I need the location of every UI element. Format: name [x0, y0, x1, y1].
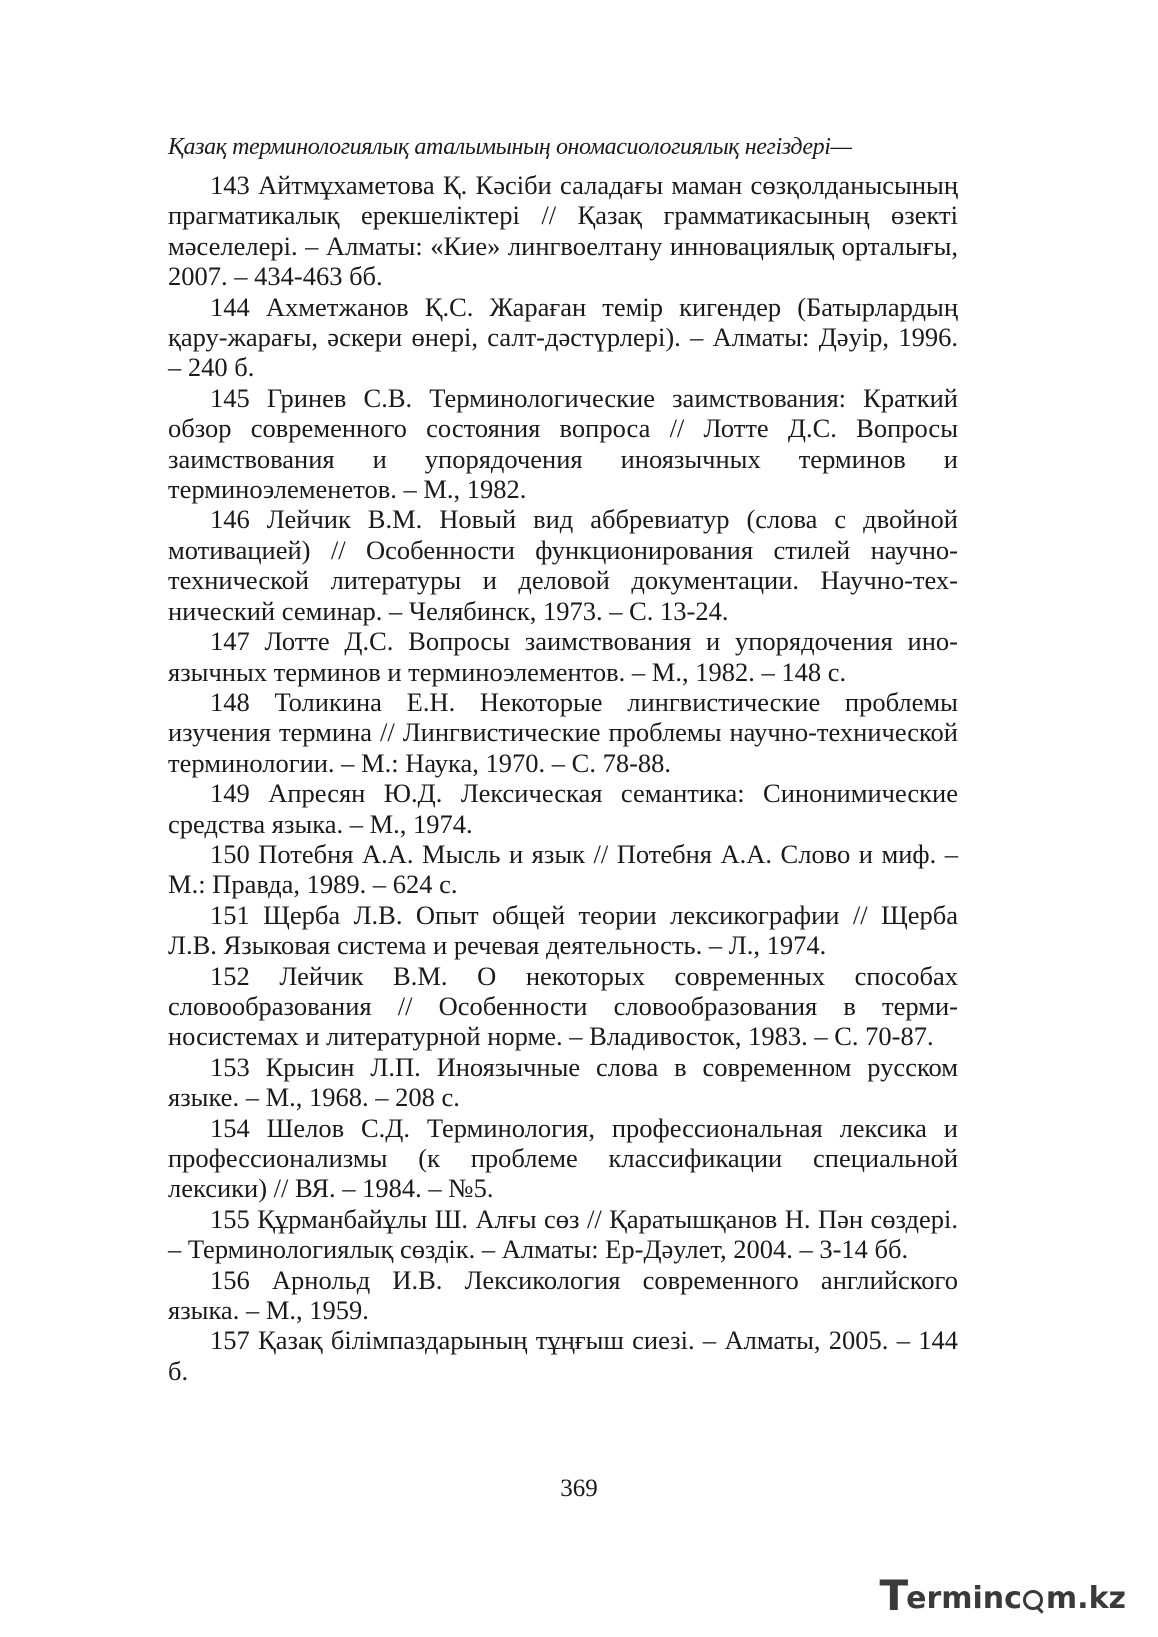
reference-item: 144 Ахметжанов Қ.С. Жараған темір кигендер (Батырлардың қару-жарағы, әскери өнері, салт-дәстүрлері). – Алматы: Дәуір, 1996. – 240 б. [168, 291, 958, 383]
page-number: 369 [560, 1475, 598, 1502]
reference-item: 157 Қазақ білімпаздарының тұңғыш сиезі. – Алматы, 2005. – 144 б. [168, 1325, 958, 1386]
reference-item: 151 Щерба Л.В. Опыт общей теории лексикографии // Щерба Л.В. Языковая система и речевая деятельность. – Л., 1974. [168, 899, 958, 961]
running-header: Қазақ терминологиялық аталымының ономасиологиялық негіздері— [168, 134, 852, 160]
reference-item: 154 Шелов С.Д. Терминология, профессиональная лексика и профессионализмы (к проблеме классификации специальной лексики) // ВЯ. – 1984. – №5. [168, 1112, 958, 1204]
magnifier-icon [1023, 1590, 1045, 1612]
watermark-letter: T [879, 1571, 907, 1620]
reference-item: 155 Құрманбайұлы Ш. Алғы сөз // Қаратышқанов Н. Пән сөздері. – Терминологиялық сөздік. – Алматы: Ер-Дәулет, 2004. – 3-14 бб. [168, 1203, 958, 1265]
reference-item: 148 Толикина Е.Н. Некоторые лингвистические проблемы изучения термина // Лингвистические проблемы научно-технической терминологии. – М.: Наука, 1970. – С. 78-88. [168, 686, 958, 778]
reference-item: 153 Крысин Л.П. Иноязычные слова в современном русском языке. – М., 1968. – 208 с. [168, 1051, 958, 1113]
site-watermark-logo [879, 1573, 1126, 1619]
reference-list [168, 170, 958, 1386]
reference-item: 156 Арнольд И.В. Лексикология современного английского языка. – М., 1959. [168, 1264, 958, 1326]
reference-item: 150 Потебня А.А. Мысль и язык // Потебня А.А. Слово и миф. – М.: Правда, 1989. – 624 с. [168, 838, 958, 900]
watermark-text-start: erminc [906, 1581, 1022, 1616]
reference-item: 149 Апресян Ю.Д. Лексическая семантика: Синонимические средства языка. – М., 1974. [168, 778, 958, 839]
reference-item: 147 Лотте Д.С. Вопросы заимствования и упорядочения иноязычных терминов и терминоэлементов. – М., 1982. – 148 с. [168, 626, 958, 687]
reference-item: 152 Лейчик В.М. О некоторых современных способах словообразования // Особенности словообразования в терминосистемах и литературной норме. – Владивосток, 1983. – С. 70-87. [168, 960, 958, 1052]
reference-item: 143 Айтмұхаметова Қ. Кәсіби саладағы маман сөзқолданысының прагматикалық ерекшеліктері // Қазақ грамматикасының өзекті мәселелері. – Алматы: «Кие» лингвоелтану инновациялық орталығы, 2007. – 434-463 бб. [168, 170, 958, 292]
reference-item: 146 Лейчик В.М. Новый вид аббревиатур (слова с двойной мотивацией) // Особенности функционирования стилей научно-технической литературы и деловой документации. Научно-технический семинар. – Челябинск, 1973. – С. 13-24. [168, 504, 958, 626]
reference-item: 145 Гринев С.В. Терминологические заимствования: Краткий обзор современного состояния вопроса // Лотте Д.С. Вопросы заимствования и упорядочения иноязычных терминов и терминоэлеменетов. – М., 1982. [168, 382, 958, 505]
watermark-text-end: m.kz [1045, 1581, 1126, 1616]
